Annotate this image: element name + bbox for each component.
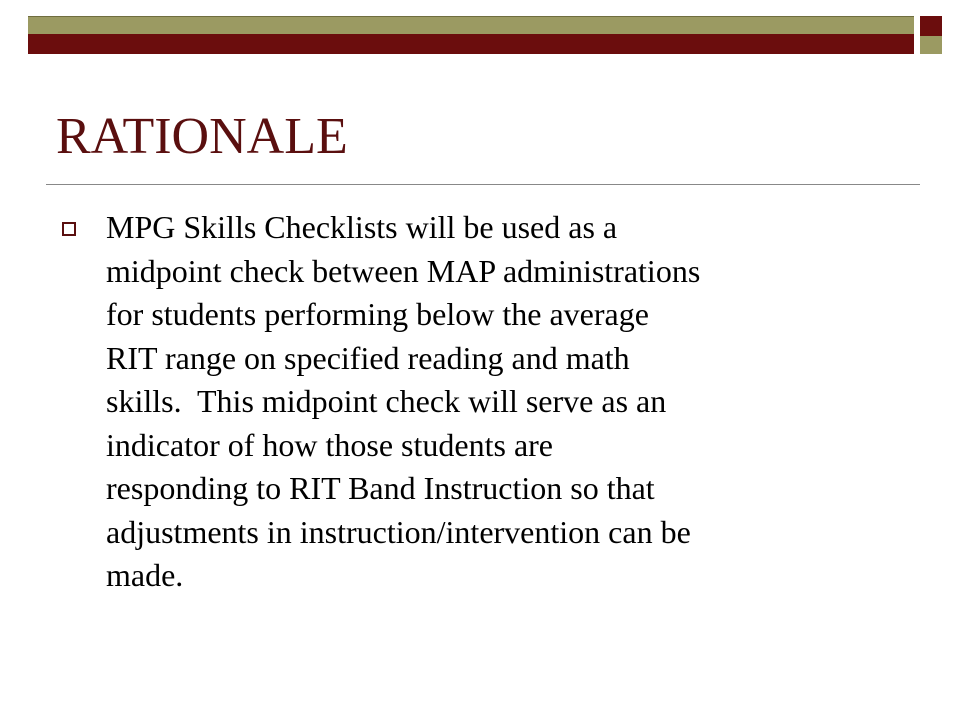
bullet-line: MPG Skills Checklists will be used as a	[106, 209, 618, 245]
header-square-olive	[920, 36, 942, 54]
bullet-line: indicator of how those students are	[106, 426, 553, 463]
header-square-maroon	[920, 16, 942, 36]
bullet-line: responding to RIT Band Instruction so that	[106, 470, 655, 506]
bullet-square-icon	[62, 222, 76, 236]
bullet-text	[106, 206, 916, 598]
bullet-line: made.	[106, 557, 184, 593]
title-divider	[46, 184, 920, 185]
bullet-line: midpoint check between MAP administrations	[106, 252, 701, 289]
bullet-line: skills. This midpoint check will serve as an	[106, 383, 667, 419]
bullet-line: RIT range on specified reading and math	[106, 339, 630, 376]
slide-title: RATIONALE	[56, 108, 348, 165]
bullet-line: for students performing below the average	[106, 296, 649, 332]
bullet-line: adjustments in instruction/intervention can be	[106, 513, 691, 550]
header-band-olive	[28, 16, 914, 34]
header-band-maroon	[28, 34, 914, 54]
